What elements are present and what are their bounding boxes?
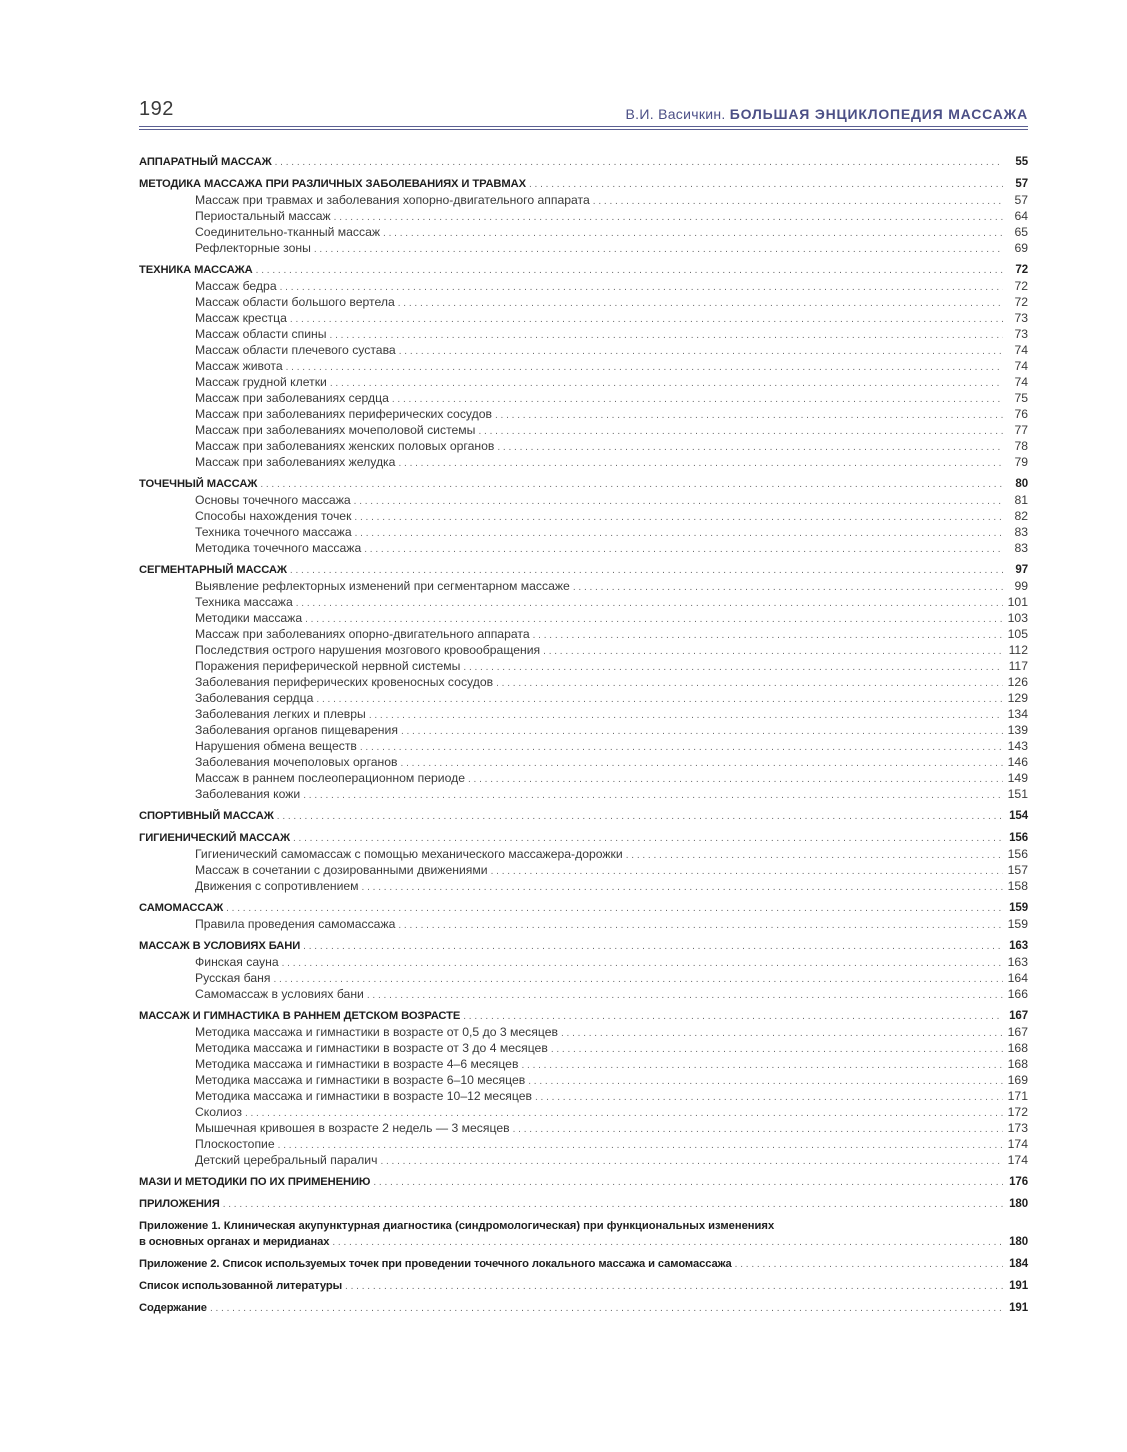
toc-entry-title: Нарушения обмена веществ [195, 739, 357, 753]
running-title [626, 106, 1028, 122]
toc-section-heading-title: САМОМАССАЖ [139, 902, 224, 914]
toc-entry-title: Заболевания кожи [195, 787, 301, 801]
toc-entry-title: Движения с сопротивлением [195, 879, 359, 893]
toc-leader-dots [293, 830, 1003, 847]
toc-entry-page: 168 [1007, 1041, 1028, 1055]
toc-section-heading-title: МЕТОДИКА МАССАЖА ПРИ РАЗЛИЧНЫХ ЗАБОЛЕВАНИЯХ И ТРАВМАХ [139, 178, 526, 190]
toc-entry-page: 73 [1014, 327, 1028, 341]
toc-leader-dots [303, 938, 1003, 955]
toc-section-heading-page: 55 [1015, 156, 1028, 168]
toc-entry-title: Массаж при заболеваниях мочеполовой системы [195, 423, 476, 437]
toc-entry-page: 172 [1007, 1105, 1028, 1119]
toc-entry-row [139, 406, 1028, 422]
toc-entry-row [139, 326, 1028, 342]
toc-entry-title: Массаж при заболеваниях периферических сосудов [195, 407, 492, 421]
toc-entry-row [139, 1104, 1028, 1120]
toc-section-heading-row [139, 262, 1028, 278]
toc-entry-title: Техника массажа [195, 595, 293, 609]
toc-entry-page: 156 [1007, 847, 1028, 861]
toc-entry-row [139, 738, 1028, 754]
toc-section-heading-page: 163 [1009, 940, 1028, 952]
toc-section-heading-title: АППАРАТНЫЙ МАССАЖ [139, 156, 272, 168]
toc-entry-row [139, 374, 1028, 390]
toc-entry-row [139, 390, 1028, 406]
toc-entry-title: Поражения периферической нервной системы [195, 659, 461, 673]
toc-section [139, 562, 1028, 802]
toc-entry-page: 81 [1014, 493, 1028, 507]
toc-entry-title: Методика массажа и гимнастики в возрасте от 3 до 4 месяцев [195, 1041, 548, 1055]
toc-entry-row [139, 954, 1028, 970]
toc-entry-title: Методика массажа и гимнастики в возрасте 6–10 месяцев [195, 1073, 526, 1087]
table-of-contents [139, 154, 1028, 1322]
toc-bibliography [139, 1278, 1028, 1294]
toc-entry-row [139, 294, 1028, 310]
toc-contents-page: 191 [1009, 1302, 1028, 1314]
toc-entry-row [139, 1120, 1028, 1136]
toc-entry-page: 83 [1014, 525, 1028, 539]
toc-entry-page: 82 [1014, 509, 1028, 523]
toc-bibliography-page: 191 [1009, 1280, 1028, 1292]
toc-entry-row [139, 1072, 1028, 1088]
toc-entry-row [139, 878, 1028, 894]
book-title: БОЛЬШАЯ ЭНЦИКЛОПЕДИЯ МАССАЖА [729, 106, 1028, 122]
toc-bibliography-title: Список использованной литературы [139, 1280, 343, 1292]
toc-section-heading-title: МАССАЖ И ГИМНАСТИКА В РАННЕМ ДЕТСКОМ ВОЗРАСТЕ [139, 1010, 461, 1022]
toc-entry-row [139, 540, 1028, 556]
toc-entry-page: 101 [1007, 595, 1028, 609]
toc-section-heading-page: 167 [1009, 1010, 1028, 1022]
toc-entry-title: Сколиоз [195, 1105, 242, 1119]
toc-entry-title: Массаж грудной клетки [195, 375, 327, 389]
toc-section-heading-title: ТОЧЕЧНЫЙ МАССАЖ [139, 478, 258, 490]
toc-entry-page: 143 [1007, 739, 1028, 753]
toc-entry-row [139, 916, 1028, 932]
toc-section-heading-page: 97 [1015, 564, 1028, 576]
toc-entry-row [139, 706, 1028, 722]
toc-entry-title: Массаж при травмах и заболевания хопорно-двигательного аппарата [195, 193, 590, 207]
toc-entry-page: 77 [1014, 423, 1028, 437]
toc-section-heading-page: 159 [1009, 902, 1028, 914]
toc-section [139, 938, 1028, 1002]
toc-entry-page: 112 [1008, 643, 1028, 657]
toc-leader-dots [275, 154, 1003, 171]
toc-section [139, 900, 1028, 932]
toc-entry-row [139, 310, 1028, 326]
toc-entry-row [139, 508, 1028, 524]
toc-section-heading-row [139, 476, 1028, 492]
toc-entry-page: 173 [1007, 1121, 1028, 1135]
toc-entry-row [139, 690, 1028, 706]
toc-entry-page: 64 [1014, 209, 1028, 223]
toc-section-heading-title: МАЗИ И МЕТОДИКИ ПО ИХ ПРИМЕНЕНИЮ [139, 1176, 371, 1188]
toc-entry-page: 168 [1007, 1057, 1028, 1071]
toc-entry-page: 99 [1014, 579, 1028, 593]
toc-entry-title: Соединительно-тканный массаж [195, 225, 381, 239]
author-name: В.И. Васичкин. [625, 106, 726, 122]
toc-entry-title: Методика точечного массажа [195, 541, 362, 555]
toc-entry-title: Массаж живота [195, 359, 283, 373]
toc-leader-dots [345, 1278, 1003, 1295]
toc-entry-page: 149 [1007, 771, 1028, 785]
toc-section [139, 1196, 1028, 1212]
toc-entry-title: Заболевания периферических кровеносных сосудов [195, 675, 494, 689]
toc-entry-title: Заболевания сердца [195, 691, 314, 705]
toc-section-heading-page: 72 [1015, 264, 1028, 276]
toc-entry-page: 166 [1007, 987, 1028, 1001]
toc-leader-dots [303, 786, 1003, 804]
toc-entry-row [139, 1024, 1028, 1040]
toc-entry-page: 74 [1014, 343, 1028, 357]
toc-section [139, 476, 1028, 556]
toc-entry-row [139, 524, 1028, 540]
toc-section-heading-title: ГИГИЕНИЧЕСКИЙ МАССАЖ [139, 832, 290, 844]
toc-leader-dots [226, 900, 1003, 917]
toc-leader-dots [332, 1234, 1003, 1251]
toc-entry-page: 159 [1007, 917, 1028, 931]
toc-entry-title: Заболевания легких и плевры [195, 707, 366, 721]
toc-entry-title: Правила проведения самомассажа [195, 917, 396, 931]
toc-entry-page: 158 [1007, 879, 1028, 893]
toc-entry-page: 72 [1014, 279, 1028, 293]
toc-entry-title: Методики массажа [195, 611, 303, 625]
toc-entry-page: 146 [1007, 755, 1028, 769]
toc-bibliography-row [139, 1278, 1028, 1294]
toc-appendix-2-title: Приложение 2. Список используемых точек при проведении точечного локального массажа и самомассажа [139, 1258, 732, 1270]
toc-entry-page: 69 [1014, 241, 1028, 255]
toc-entry-title: Способы нахождения точек [195, 509, 352, 523]
toc-section [139, 830, 1028, 894]
toc-entry-title: Массаж области большого вертела [195, 295, 395, 309]
toc-section-heading-row [139, 176, 1028, 192]
toc-contents [139, 1300, 1028, 1316]
toc-section-heading-row [139, 808, 1028, 824]
toc-section [139, 154, 1028, 170]
toc-section-heading-row [139, 1174, 1028, 1190]
toc-entry-page: 117 [1008, 659, 1028, 673]
toc-entry-row [139, 578, 1028, 594]
toc-leader-dots [362, 878, 1003, 896]
toc-entry-row [139, 358, 1028, 374]
toc-section-heading-row [139, 830, 1028, 846]
toc-entry-page: 151 [1007, 787, 1028, 801]
toc-entry-title: Русская баня [195, 971, 271, 985]
toc-entry-page: 75 [1014, 391, 1028, 405]
toc-entry-row [139, 240, 1028, 256]
toc-entry-row [139, 786, 1028, 802]
toc-entry-title: Детский церебральный паралич [195, 1153, 378, 1167]
toc-section-heading-page: 57 [1015, 178, 1028, 190]
toc-entry-page: 83 [1014, 541, 1028, 555]
toc-entry-title: Массаж бедра [195, 279, 277, 293]
toc-entry-title: Основы точечного массажа [195, 493, 351, 507]
toc-leader-dots [223, 1196, 1003, 1213]
toc-entry-row [139, 422, 1028, 438]
toc-contents-row [139, 1300, 1028, 1316]
toc-leader-dots [210, 1300, 1003, 1317]
toc-entry-title: Массаж при заболеваниях женских половых органов [195, 439, 495, 453]
toc-leader-dots [373, 1174, 1003, 1191]
toc-entry-row [139, 862, 1028, 878]
toc-entry-page: 163 [1007, 955, 1028, 969]
toc-entry-row [139, 278, 1028, 294]
toc-entry-title: Последствия острого нарушения мозгового кровообращения [195, 643, 541, 657]
toc-entry-page: 164 [1007, 971, 1028, 985]
page-header [139, 96, 1028, 130]
toc-entry-row [139, 986, 1028, 1002]
toc-entry-row [139, 1088, 1028, 1104]
toc-entry-row [139, 438, 1028, 454]
toc-entry-title: Методика массажа и гимнастики в возрасте от 0,5 до 3 месяцев [195, 1025, 558, 1039]
toc-section-heading-row [139, 562, 1028, 578]
toc-entry-row [139, 492, 1028, 508]
toc-appendix-2 [139, 1256, 1028, 1272]
toc-leader-dots [277, 808, 1003, 825]
toc-entry-row [139, 1040, 1028, 1056]
toc-entry-row [139, 770, 1028, 786]
toc-entry-page: 169 [1007, 1073, 1028, 1087]
toc-section-heading-row [139, 1196, 1028, 1212]
toc-entry-row [139, 674, 1028, 690]
toc-leader-dots [367, 986, 1003, 1004]
toc-leader-dots [314, 240, 1003, 258]
toc-section-heading-row [139, 154, 1028, 170]
toc-entry-page: 72 [1014, 295, 1028, 309]
toc-leader-dots [735, 1256, 1003, 1273]
toc-entry-title: Массаж крестца [195, 311, 287, 325]
toc-entry-row [139, 722, 1028, 738]
toc-entry-row [139, 846, 1028, 862]
toc-entry-row [139, 224, 1028, 240]
toc-section [139, 808, 1028, 824]
page-number: 192 [139, 98, 174, 120]
toc-entry-title: Методика массажа и гимнастики в возрасте 4–6 месяцев [195, 1057, 519, 1071]
toc-entry-page: 134 [1007, 707, 1028, 721]
toc-entry-title: Массаж при заболеваниях сердца [195, 391, 389, 405]
toc-entry-page: 129 [1007, 691, 1028, 705]
toc-entry-title: Методика массажа и гимнастики в возрасте 10–12 месяцев [195, 1089, 532, 1103]
toc-entry-page: 126 [1007, 675, 1028, 689]
toc-entry-title: Самомассаж в условиях бани [195, 987, 364, 1001]
toc-entry-row [139, 454, 1028, 470]
toc-section [139, 262, 1028, 470]
toc-leader-dots [463, 1008, 1003, 1025]
toc-section [139, 1008, 1028, 1168]
toc-entry-title: Массаж области плечевого сустава [195, 343, 396, 357]
toc-appendix-1-page: 180 [1009, 1236, 1028, 1248]
toc-entry-page: 103 [1007, 611, 1028, 625]
toc-entry-row [139, 1152, 1028, 1168]
toc-entry-page: 157 [1007, 863, 1028, 877]
toc-entry-title: Массаж при заболеваниях желудка [195, 455, 396, 469]
toc-entry-page: 105 [1007, 627, 1028, 641]
toc-entry-row [139, 1136, 1028, 1152]
toc-entry-page: 76 [1014, 407, 1028, 421]
header-rule [139, 126, 1028, 130]
toc-leader-dots [398, 916, 1003, 934]
toc-section-heading-page: 154 [1009, 810, 1028, 822]
toc-leader-dots [364, 540, 1003, 558]
toc-sections [139, 154, 1028, 1212]
toc-entry-title: Плоскостопие [195, 1137, 275, 1151]
toc-appendix-1-row [139, 1234, 1028, 1250]
toc-appendix-1 [139, 1218, 1028, 1250]
toc-leader-dots [256, 262, 1003, 279]
toc-entry-row [139, 594, 1028, 610]
toc-leader-dots [529, 176, 1003, 193]
toc-entry-title: Гигиенический самомассаж с помощью механического массажера-дорожки [195, 847, 623, 861]
toc-entry-title: Техника точечного массажа [195, 525, 352, 539]
toc-section-heading-row [139, 938, 1028, 954]
toc-entry-page: 74 [1014, 359, 1028, 373]
toc-entry-page: 79 [1014, 455, 1028, 469]
toc-appendix-1-title-line2: в основных органах и меридианах [139, 1236, 330, 1248]
toc-section-heading-page: 80 [1015, 478, 1028, 490]
toc-entry-page: 139 [1007, 723, 1028, 737]
toc-leader-dots [290, 562, 1003, 579]
toc-section [139, 1174, 1028, 1190]
toc-entry-title: Мышечная кривошея в возрасте 2 недель — 3 месяцев [195, 1121, 510, 1135]
toc-entry-row [139, 658, 1028, 674]
toc-section-heading-title: ТЕХНИКА МАССАЖА [139, 264, 253, 276]
toc-entry-title: Рефлекторные зоны [195, 241, 311, 255]
toc-section-heading-row [139, 1008, 1028, 1024]
toc-appendix-2-page: 184 [1009, 1258, 1028, 1270]
toc-entry-page: 73 [1014, 311, 1028, 325]
toc-entry-title: Выявление рефлекторных изменений при сегментарном массаже [195, 579, 570, 593]
toc-entry-title: Массаж в сочетании с дозированными движениями [195, 863, 488, 877]
toc-entry-title: Финская сауна [195, 955, 279, 969]
toc-leader-dots [380, 1152, 1003, 1170]
toc-entry-page: 57 [1014, 193, 1028, 207]
toc-entry-title: Периостальный массаж [195, 209, 331, 223]
toc-entry-title: Заболевания органов пищеварения [195, 723, 398, 737]
toc-entry-row [139, 754, 1028, 770]
toc-section-heading-title: МАССАЖ В УСЛОВИЯХ БАНИ [139, 940, 301, 952]
toc-entry-row [139, 626, 1028, 642]
toc-entry-page: 65 [1014, 225, 1028, 239]
toc-entry-title: Массаж в раннем послеоперационном периоде [195, 771, 465, 785]
toc-entry-title: Массаж области спины [195, 327, 327, 341]
toc-section-heading-title: СЕГМЕНТАРНЫЙ МАССАЖ [139, 564, 287, 576]
toc-appendix-1-title-line1: Приложение 1. Клиническая акупунктурная диагностика (синдромологическая) при функциональных изменениях [139, 1220, 775, 1232]
toc-entry-row [139, 208, 1028, 224]
toc-section-heading-title: ПРИЛОЖЕНИЯ [139, 1198, 220, 1210]
toc-appendix-2-row [139, 1256, 1028, 1272]
toc-entry-row [139, 610, 1028, 626]
toc-entry-page: 174 [1007, 1137, 1028, 1151]
toc-section [139, 176, 1028, 256]
toc-entry-title: Заболевания мочеполовых органов [195, 755, 398, 769]
toc-section-heading-title: СПОРТИВНЫЙ МАССАЖ [139, 810, 274, 822]
toc-entry-row [139, 642, 1028, 658]
toc-entry-row [139, 1056, 1028, 1072]
toc-section-heading-page: 176 [1009, 1176, 1028, 1188]
toc-entry-page: 78 [1014, 439, 1028, 453]
toc-entry-page: 171 [1007, 1089, 1028, 1103]
toc-entry-page: 174 [1007, 1153, 1028, 1167]
toc-entry-row [139, 342, 1028, 358]
toc-entry-row [139, 192, 1028, 208]
toc-leader-dots [260, 476, 1003, 493]
toc-entry-row [139, 970, 1028, 986]
toc-entry-title: Массаж при заболеваниях опорно-двигательного аппарата [195, 627, 530, 641]
toc-entry-page: 167 [1007, 1025, 1028, 1039]
toc-section-heading-page: 156 [1009, 832, 1028, 844]
toc-section-heading-page: 180 [1009, 1198, 1028, 1210]
toc-leader-dots [398, 454, 1003, 472]
toc-section-heading-row [139, 900, 1028, 916]
toc-entry-page: 74 [1014, 375, 1028, 389]
toc-contents-title: Содержание [139, 1302, 207, 1314]
